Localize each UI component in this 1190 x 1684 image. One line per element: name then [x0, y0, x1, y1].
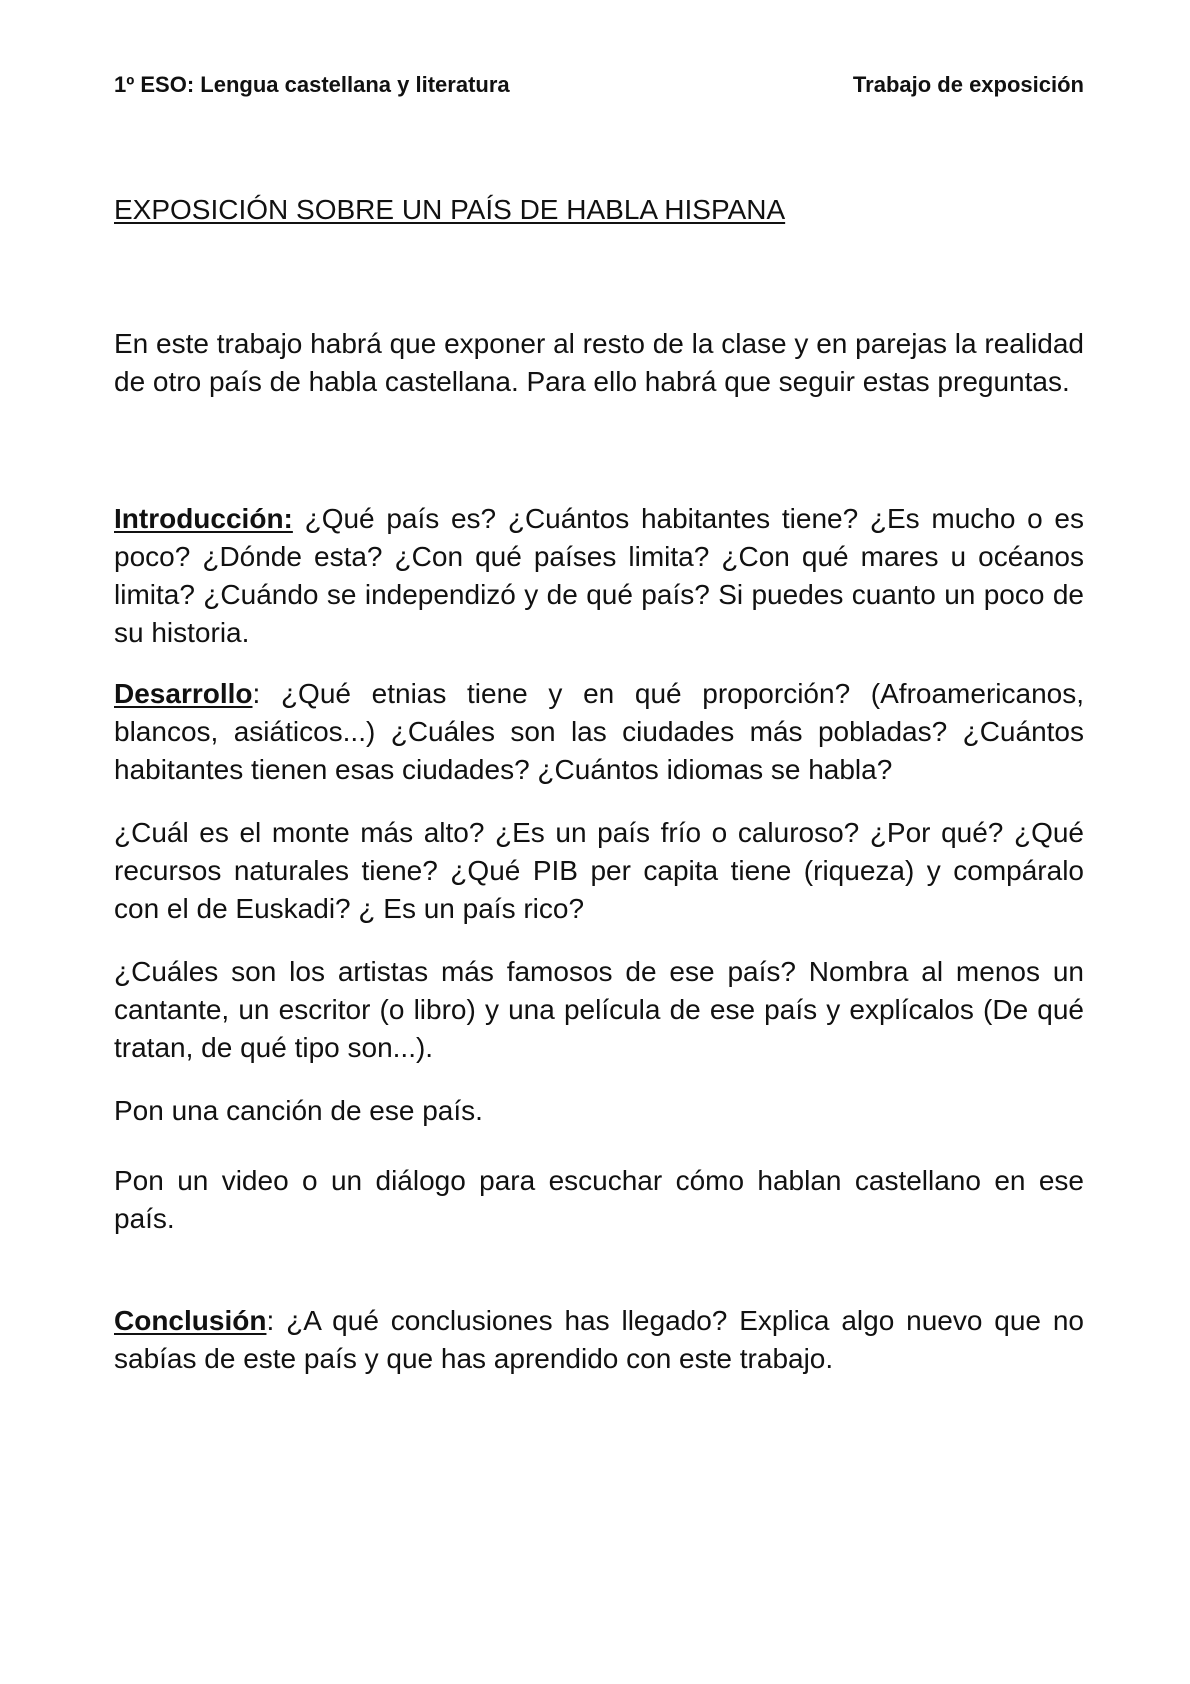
introduccion-paragraph [114, 500, 1084, 652]
conclusion-paragraph [114, 1302, 1084, 1378]
section-introduccion [114, 500, 1084, 652]
desarrollo-video [114, 1162, 1084, 1238]
conclusion-label: Conclusión [114, 1305, 267, 1336]
introduccion-text: ¿Qué país es? ¿Cuántos habitantes tiene? ¿Es mucho o es poco? ¿Dónde esta? ¿Con qué países limita? ¿Con qué mares u océanos limita? ¿Cuándo se independizó y de qué país? Si puedes cuanto un poco de su historia. [114, 503, 1084, 648]
conclusion-text: : ¿A qué conclusiones has llegado? Explica algo nuevo que no sabías de este país y que has aprendido con este trabajo. [114, 1305, 1084, 1374]
header-doc-type: Trabajo de exposición [852, 72, 1084, 97]
section-conclusion [114, 1302, 1084, 1378]
artists-text: ¿Cuáles son los artistas más famosos de ese país? Nombra al menos un cantante, un escritor (o libro) y una película de ese país y explícalos (De qué tratan, de qué tipo son...). [114, 956, 1084, 1063]
desarrollo-artists [114, 953, 1084, 1067]
geography-text: ¿Cuál es el monte más alto? ¿Es un país frío o caluroso? ¿Por qué? ¿Qué recursos naturales tiene? ¿Qué PIB per capita tiene (riqueza) y compáralo con el de Euskadi? ¿ Es un país rico? [114, 817, 1084, 924]
desarrollo-text: : ¿Qué etnias tiene y en qué proporción? (Afroamericanos, blancos, asiáticos...) ¿Cuáles son las ciudades más pobladas? ¿Cuántos habitantes tienen esas ciudades? ¿Cuántos idiomas se habla? [114, 678, 1084, 785]
desarrollo-geography [114, 814, 1084, 928]
header-course: 1º ESO: Lengua castellana y literatura [114, 72, 510, 97]
song-text: Pon una canción de ese país. [114, 1095, 483, 1126]
section-desarrollo [114, 675, 1084, 789]
video-text: Pon un video o un diálogo para escuchar cómo hablan castellano en ese país. [114, 1165, 1084, 1234]
desarrollo-song [114, 1092, 1084, 1130]
document-title: EXPOSICIÓN SOBRE UN PAÍS DE HABLA HISPANA [114, 194, 786, 225]
desarrollo-paragraph [114, 675, 1084, 789]
intro-paragraph [114, 325, 1084, 401]
desarrollo-label: Desarrollo [114, 678, 253, 709]
page-header [114, 72, 1084, 98]
intro-text: En este trabajo habrá que exponer al resto de la clase y en parejas la realidad de otro país de habla castellana. Para ello habrá que seguir estas preguntas. [114, 328, 1084, 397]
introduccion-label: Introducción: [114, 503, 293, 534]
